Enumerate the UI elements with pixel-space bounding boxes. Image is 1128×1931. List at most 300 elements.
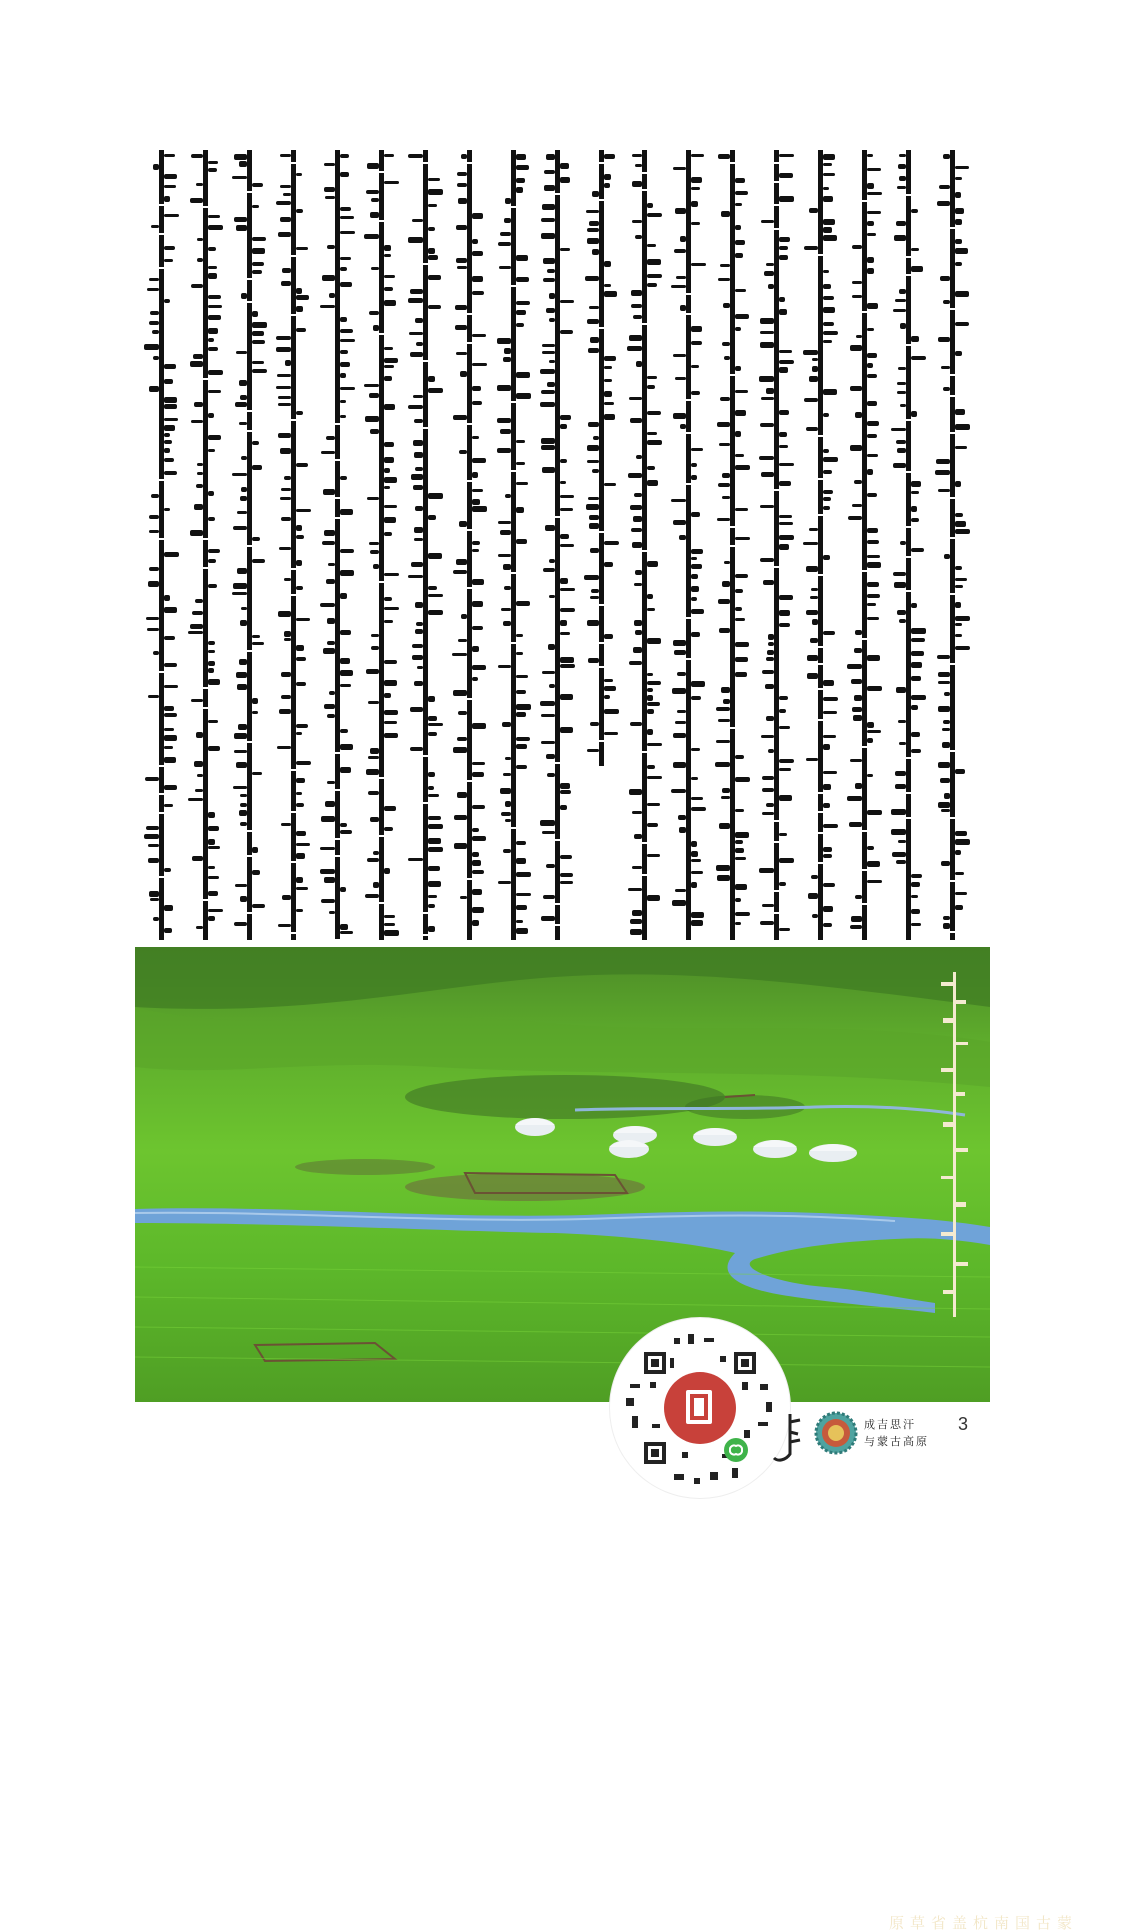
glyph-mark	[946, 432, 960, 434]
glyph-mark	[416, 622, 423, 626]
glyph-mark	[955, 892, 967, 895]
glyph-mark	[588, 497, 599, 500]
glyph-mark	[414, 452, 423, 458]
glyph-mark	[463, 878, 477, 880]
glyph-mark	[504, 218, 511, 223]
glyph-mark	[629, 397, 642, 400]
text-line-stem	[686, 150, 691, 940]
glyph-mark	[647, 561, 658, 567]
glyph-mark	[673, 413, 686, 419]
glyph-mark	[428, 904, 435, 908]
glyph-mark	[243, 545, 257, 547]
glyph-mark	[415, 467, 423, 471]
glyph-mark	[542, 671, 555, 674]
glyph-mark	[454, 815, 467, 820]
glyph-mark	[208, 650, 215, 653]
glyph-mark	[604, 414, 615, 420]
glyph-mark	[679, 827, 686, 833]
glyph-mark	[331, 838, 345, 840]
glyph-mark	[691, 341, 702, 345]
glyph-mark	[195, 789, 203, 792]
glyph-mark	[911, 491, 919, 494]
glyph-mark	[691, 549, 703, 554]
glyph-mark	[373, 325, 379, 331]
glyph-mark	[680, 305, 686, 311]
glyph-mark	[823, 154, 835, 160]
text-line	[799, 150, 843, 940]
glyph-mark	[340, 684, 351, 687]
glyph-mark	[369, 311, 379, 315]
glyph-mark	[252, 559, 265, 563]
glyph-mark	[814, 478, 828, 480]
glyph-mark	[852, 281, 862, 284]
glyph-mark	[955, 646, 970, 650]
glyph-mark	[155, 765, 169, 767]
glyph-mark	[911, 506, 917, 512]
glyph-mark	[327, 618, 335, 624]
glyph-mark	[867, 353, 877, 358]
glyph-mark	[278, 924, 291, 927]
glyph-mark	[150, 898, 159, 901]
glyph-mark	[588, 422, 599, 427]
glyph-mark	[850, 759, 862, 762]
glyph-mark	[691, 475, 697, 480]
glyph-mark	[760, 505, 774, 508]
glyph-mark	[867, 810, 882, 815]
text-line	[843, 150, 887, 940]
glyph-mark	[408, 858, 423, 861]
glyph-mark	[823, 497, 831, 501]
glyph-mark	[544, 185, 555, 191]
glyph-mark	[500, 429, 511, 434]
glyph-mark	[595, 327, 609, 329]
glyph-mark	[384, 154, 394, 157]
glyph-mark	[899, 289, 906, 294]
glyph-mark	[542, 351, 555, 354]
glyph-mark	[208, 812, 215, 818]
glyph-mark	[472, 363, 487, 366]
glyph-mark	[287, 162, 301, 164]
glyph-mark	[252, 205, 259, 208]
text-line	[711, 150, 755, 940]
glyph-mark	[647, 803, 660, 806]
glyph-mark	[149, 321, 159, 325]
glyph-mark	[340, 830, 352, 834]
glyph-mark	[591, 589, 599, 593]
glyph-mark	[516, 841, 526, 845]
glyph-mark	[324, 163, 335, 166]
glyph-mark	[867, 540, 879, 544]
glyph-mark	[587, 238, 599, 244]
glyph-mark	[384, 245, 391, 251]
glyph-mark	[955, 850, 961, 855]
glyph-mark	[241, 293, 247, 299]
glyph-mark	[647, 466, 655, 470]
glyph-mark	[604, 709, 619, 714]
glyph-mark	[911, 676, 921, 681]
glyph-mark	[369, 393, 379, 398]
glyph-mark	[721, 211, 730, 217]
glyph-mark	[807, 655, 818, 661]
glyph-mark	[939, 185, 950, 189]
glyph-mark	[735, 898, 741, 902]
glyph-mark	[675, 208, 686, 214]
glyph-mark	[278, 433, 291, 438]
glyph-mark	[252, 441, 259, 445]
glyph-mark	[243, 191, 257, 193]
glyph-mark	[671, 789, 686, 793]
glyph-mark	[823, 470, 832, 474]
glyph-mark	[463, 698, 477, 700]
glyph-mark	[595, 531, 609, 533]
glyph-mark	[287, 769, 301, 771]
glyph-mark	[252, 711, 258, 714]
glyph-mark	[384, 597, 392, 601]
glyph-mark	[340, 154, 349, 158]
glyph-mark	[234, 922, 247, 926]
glyph-mark	[937, 655, 950, 659]
glyph-mark	[900, 323, 906, 329]
glyph-mark	[589, 221, 599, 226]
glyph-mark	[760, 423, 774, 427]
glyph-mark	[724, 561, 730, 564]
glyph-mark	[365, 416, 379, 422]
glyph-mark	[679, 535, 686, 540]
glyph-mark	[472, 251, 483, 256]
glyph-mark	[867, 686, 882, 691]
glyph-mark	[428, 553, 442, 559]
glyph-mark	[895, 771, 906, 776]
glyph-mark	[326, 579, 335, 584]
glyph-mark	[722, 581, 730, 587]
glyph-mark	[164, 440, 172, 444]
glyph-mark	[779, 595, 793, 600]
glyph-mark	[197, 774, 203, 777]
glyph-mark	[340, 931, 353, 934]
glyph-mark	[867, 861, 880, 867]
glyph-mark	[252, 361, 264, 364]
glyph-mark	[823, 744, 830, 750]
glyph-mark	[233, 786, 247, 789]
glyph-mark	[498, 665, 511, 668]
glyph-mark	[717, 875, 730, 881]
glyph-mark	[296, 560, 302, 566]
glyph-mark	[823, 227, 832, 233]
glyph-mark	[516, 277, 529, 282]
glyph-mark	[149, 386, 159, 392]
glyph-mark	[428, 275, 441, 280]
glyph-mark	[472, 213, 483, 219]
glyph-mark	[779, 522, 793, 525]
text-line-stem	[203, 150, 208, 940]
glyph-mark	[281, 517, 291, 521]
glyph-mark	[164, 364, 176, 369]
glyph-mark	[164, 685, 178, 688]
glyph-mark	[898, 720, 906, 723]
glyph-mark	[364, 384, 379, 387]
glyph-mark	[472, 805, 485, 809]
glyph-mark	[331, 517, 345, 519]
glyph-mark	[340, 207, 351, 211]
glyph-mark	[243, 301, 257, 303]
text-line-stem	[467, 150, 472, 940]
glyph-mark	[766, 388, 774, 394]
glyph-mark	[647, 274, 662, 278]
glyph-mark	[384, 930, 399, 936]
glyph-mark	[896, 440, 906, 444]
glyph-mark	[472, 506, 487, 512]
glyph-mark	[453, 415, 467, 420]
glyph-mark	[284, 476, 291, 480]
glyph-mark	[560, 415, 571, 420]
glyph-mark	[814, 646, 828, 648]
glyph-mark	[823, 735, 836, 738]
glyph-mark	[151, 225, 159, 228]
glyph-mark	[252, 248, 265, 254]
glyph-mark	[779, 535, 794, 540]
glyph-mark	[516, 744, 527, 749]
glyph-mark	[455, 305, 467, 310]
glyph-mark	[560, 727, 573, 733]
glyph-mark	[208, 370, 223, 375]
glyph-mark	[682, 483, 696, 485]
book-title-label: 成吉思汗 与蒙古高原	[864, 1418, 929, 1448]
glyph-mark	[867, 328, 874, 331]
glyph-mark	[164, 196, 170, 202]
glyph-mark	[779, 410, 789, 415]
glyph-mark	[682, 432, 696, 434]
glyph-mark	[276, 386, 291, 389]
glyph-mark	[340, 658, 350, 664]
glyph-mark	[823, 296, 834, 300]
glyph-mark	[412, 655, 423, 660]
glyph-mark	[428, 786, 434, 790]
glyph-mark	[560, 608, 575, 612]
glyph-mark	[691, 463, 697, 467]
glyph-mark	[240, 896, 247, 902]
glyph-mark	[278, 396, 291, 399]
glyph-mark	[503, 773, 511, 776]
glyph-mark	[720, 397, 730, 401]
glyph-mark	[946, 817, 960, 819]
glyph-mark	[500, 232, 511, 236]
glyph-mark	[195, 599, 203, 603]
glyph-mark	[560, 248, 570, 251]
text-line	[536, 150, 580, 940]
glyph-mark	[371, 634, 379, 637]
glyph-mark	[638, 842, 652, 844]
glyph-mark	[691, 263, 706, 266]
glyph-mark	[604, 686, 616, 691]
glyph-mark	[457, 737, 467, 741]
glyph-mark	[638, 751, 652, 753]
glyph-mark	[428, 376, 435, 382]
glyph-mark	[944, 692, 950, 696]
glyph-mark	[452, 653, 467, 656]
glyph-mark	[194, 504, 203, 510]
text-line-stem	[818, 150, 823, 940]
glyph-mark	[943, 387, 950, 391]
glyph-mark	[560, 508, 573, 511]
glyph-mark	[823, 163, 832, 166]
glyph-mark	[408, 237, 423, 243]
glyph-mark	[384, 254, 391, 257]
glyph-mark	[365, 894, 379, 898]
glyph-mark	[472, 499, 480, 505]
glyph-mark	[691, 557, 697, 560]
glyph-mark	[516, 905, 527, 910]
glyph-mark	[296, 657, 306, 661]
glyph-mark	[241, 487, 247, 492]
glyph-mark	[715, 762, 730, 767]
glyph-mark	[296, 831, 306, 836]
glyph-mark	[726, 727, 740, 729]
glyph-mark	[208, 517, 215, 521]
glyph-mark	[762, 670, 774, 674]
glyph-mark	[760, 342, 774, 348]
glyph-mark	[814, 435, 828, 437]
glyph-mark	[234, 750, 247, 753]
glyph-mark	[340, 387, 355, 390]
qr-code[interactable]	[610, 1318, 790, 1498]
glyph-mark	[938, 337, 950, 342]
glyph-mark	[720, 264, 730, 267]
glyph-mark	[823, 883, 835, 887]
glyph-mark	[328, 563, 335, 566]
glyph-mark	[320, 847, 335, 850]
glyph-mark	[208, 661, 215, 666]
glyph-mark	[375, 581, 389, 583]
glyph-mark	[149, 891, 159, 897]
glyph-mark	[674, 650, 686, 655]
glyph-mark	[540, 701, 555, 706]
glyph-mark	[717, 518, 730, 521]
glyph-mark	[761, 735, 774, 738]
glyph-mark	[823, 331, 838, 335]
glyph-mark	[850, 445, 862, 451]
glyph-mark	[768, 284, 774, 289]
glyph-mark	[604, 183, 610, 188]
glyph-mark	[902, 590, 916, 592]
glyph-mark	[516, 920, 523, 923]
glyph-mark	[635, 164, 642, 167]
glyph-mark	[208, 266, 217, 269]
glyph-mark	[208, 161, 218, 164]
glyph-mark	[417, 666, 423, 669]
glyph-mark	[281, 695, 291, 699]
glyph-mark	[632, 811, 642, 814]
glyph-mark	[208, 413, 214, 418]
glyph-mark	[735, 607, 742, 611]
glyph-mark	[779, 768, 791, 771]
glyph-mark	[823, 449, 829, 453]
glyph-mark	[412, 644, 423, 648]
glyph-mark	[851, 916, 862, 922]
glyph-mark	[726, 162, 740, 164]
glyph-mark	[545, 525, 555, 531]
glyph-mark	[252, 904, 265, 908]
glyph-mark	[516, 872, 531, 877]
glyph-mark	[719, 823, 730, 829]
glyph-mark	[891, 829, 906, 835]
glyph-mark	[241, 456, 247, 460]
glyph-mark	[955, 262, 962, 266]
glyph-mark	[413, 485, 423, 490]
glyph-mark	[408, 298, 423, 303]
glyph-mark	[153, 356, 159, 360]
glyph-mark	[595, 162, 609, 164]
glyph-mark	[516, 712, 526, 717]
glyph-mark	[472, 601, 483, 607]
glyph-mark	[148, 858, 159, 863]
glyph-mark	[955, 481, 961, 487]
glyph-mark	[587, 445, 599, 451]
glyph-mark	[282, 895, 291, 900]
glyph-mark	[153, 651, 159, 655]
glyph-mark	[900, 404, 906, 407]
glyph-mark	[164, 433, 170, 437]
glyph-mark	[283, 193, 291, 196]
glyph-mark	[590, 722, 599, 726]
text-line-stem	[379, 150, 384, 940]
glyph-mark	[252, 340, 265, 344]
glyph-mark	[472, 489, 483, 492]
glyph-mark	[911, 909, 920, 914]
glyph-mark	[164, 379, 173, 384]
glyph-mark	[472, 401, 482, 405]
glyph-mark	[540, 369, 555, 374]
glyph-mark	[503, 621, 511, 626]
glyph-mark	[252, 642, 264, 645]
glyph-mark	[761, 472, 774, 477]
glyph-mark	[237, 568, 247, 574]
glyph-mark	[282, 268, 291, 273]
glyph-mark	[943, 720, 950, 724]
glyph-mark	[148, 695, 159, 698]
glyph-mark	[850, 386, 862, 391]
glyph-mark	[718, 278, 730, 281]
glyph-mark	[281, 672, 291, 677]
glyph-mark	[911, 705, 918, 710]
glyph-mark	[505, 801, 511, 807]
glyph-mark	[691, 882, 697, 888]
glyph-mark	[867, 594, 880, 598]
glyph-mark	[812, 366, 818, 372]
glyph-mark	[414, 419, 423, 423]
glyph-mark	[811, 588, 818, 591]
glyph-mark	[145, 777, 159, 781]
glyph-mark	[192, 856, 203, 861]
glyph-mark	[940, 778, 950, 783]
glyph-mark	[472, 239, 478, 244]
glyph-mark	[149, 567, 159, 571]
glyph-mark	[340, 549, 354, 553]
glyph-mark	[804, 398, 818, 402]
glyph-mark	[590, 548, 599, 553]
glyph-mark	[911, 356, 926, 360]
glyph-mark	[325, 801, 335, 807]
glyph-mark	[384, 923, 395, 926]
glyph-mark	[823, 340, 832, 343]
glyph-mark	[498, 881, 511, 884]
glyph-mark	[770, 841, 784, 843]
glyph-mark	[691, 222, 700, 225]
glyph-mark	[196, 732, 203, 738]
glyph-mark	[368, 756, 379, 759]
glyph-mark	[867, 154, 873, 157]
glyph-mark	[735, 840, 743, 844]
glyph-mark	[252, 698, 258, 704]
